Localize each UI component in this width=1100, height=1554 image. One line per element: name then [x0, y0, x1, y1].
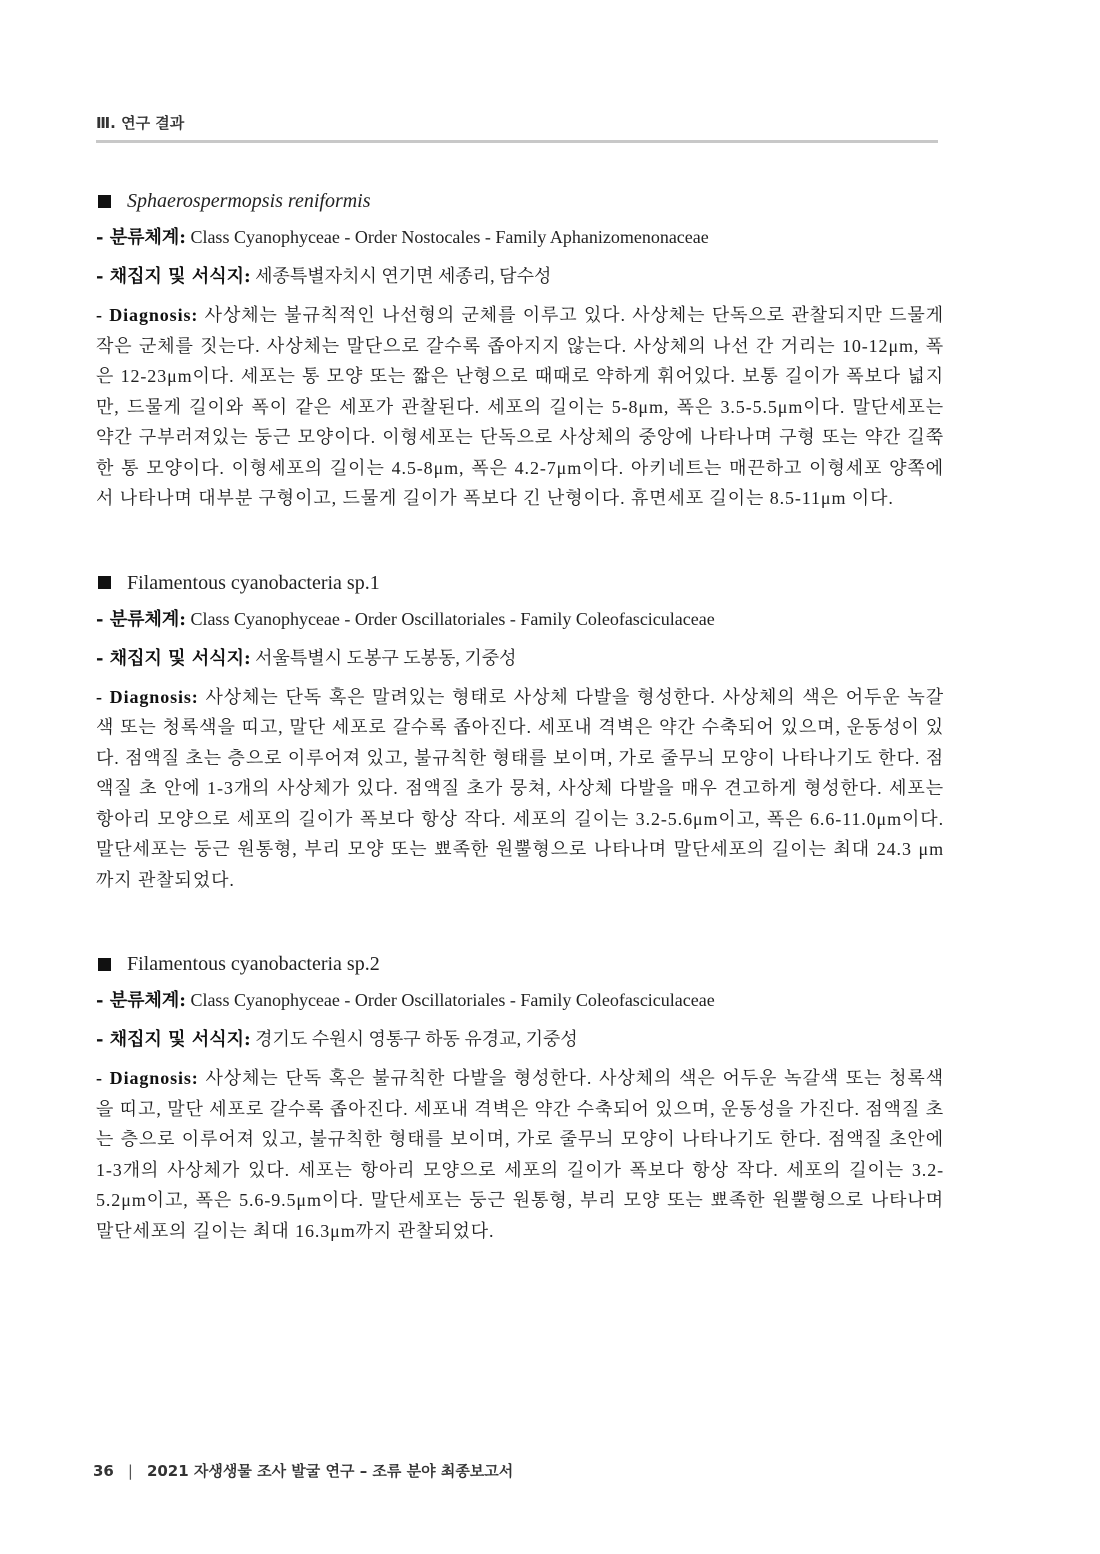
location-value: 경기도 수원시 영통구 하동 유경교, 기중성: [255, 1029, 578, 1049]
diagnosis-paragraph: [96, 1063, 944, 1246]
square-bullet-icon: [98, 958, 111, 971]
square-bullet-icon: [98, 576, 111, 589]
diagnosis-text: 사상체는 단독 혹은 말려있는 형태로 사상체 다발을 형성한다. 사상체의 색은 어두운 녹갈색 또는 청록색을 띠고, 말단 세포로 갈수록 좁아진다. 세포내 격벽은 약간 수축되어 있으며, 운동성이 있다. 점액질 초는 층으로 이루어져 있고, 불규칙한 형태를 보이며, 가로 줄무늬 모양이 나타나기도 한다. 점액질 초 안에 1-3개의 사상체가 있다. 점액질 초가 뭉쳐, 사상체 다발을 매우 견고하게 형성한다. 세포는 항아리 모양으로 세포의 길이가 폭보다 항상 작다. 세포의 길이는 3.2-5.6μm이고, 폭은 6.6-11.0μm이다. 말단세포는 둥근 원통형, 부리 모양 또는 뾰족한 원뿔형으로 나타나며 말단세포의 길이는 최대 24.3 μm까지 관찰되었다.: [96, 686, 944, 890]
location-label: - 채집지 및 서식지:: [96, 1029, 251, 1050]
page-footer: [93, 1460, 513, 1481]
report-title: 2021 자생생물 조사 발굴 연구 – 조류 분야 최종보고서: [146, 1462, 514, 1480]
diagnosis-paragraph: [96, 300, 944, 514]
square-bullet-icon: [98, 195, 111, 208]
location-row: [96, 643, 944, 674]
taxonomy-value: Class Cyanophyceae - Order Nostocales - Family Aphanizomenonaceae: [190, 227, 709, 247]
species-section: [96, 566, 944, 896]
species-section: [96, 184, 944, 514]
taxonomy-row: [96, 985, 944, 1016]
species-name: Filamentous cyanobacteria sp.2: [127, 953, 380, 975]
location-row: [96, 1024, 944, 1055]
diagnosis-label: - Diagnosis:: [96, 305, 199, 325]
diagnosis-label: - Diagnosis:: [96, 686, 199, 707]
location-value: 서울특별시 도봉구 도봉동, 기중성: [255, 647, 517, 668]
header-divider: [96, 140, 938, 143]
document-body: [96, 184, 944, 1298]
taxonomy-row: [96, 222, 944, 253]
diagnosis-text: 사상체는 불규칙적인 나선형의 군체를 이루고 있다. 사상체는 단독으로 관찰되지만 드물게 작은 군체를 짓는다. 사상체는 말단으로 갈수록 좁아지지 않는다. 사상체의 나선 간 거리는 10-12μm, 폭은 12-23μm이다. 세포는 통 모양 또는 짧은 난형으로 때때로 약하게 휘어있다. 보통 길이가 폭보다 넓지만, 드물게 길이와 폭이 같은 세포가 관찰된다. 세포의 길이는 5-8μm, 폭은 3.5-5.5μm이다. 말단세포는 약간 구부러져있는 둥근 모양이다. 이형세포는 단독으로 사상체의 중앙에 나타나며 구형 또는 약간 길쭉한 통 모양이다. 이형세포의 길이는 4.5-8μm, 폭은 4.2-7μm이다. 아키네트는 매끈하고 이형세포 양쪽에서 나타나며 대부분 구형이고, 드물게 길이가 폭보다 긴 난형이다. 휴면세포 길이는 8.5-11μm 이다.: [96, 305, 945, 508]
diagnosis-text: 사상체는 단독 혹은 불규칙한 다발을 형성한다. 사상체의 색은 어두운 녹갈색 또는 청록색을 띠고, 말단 세포로 갈수록 좁아진다. 세포내 격벽은 약간 수축되어 있으며, 운동성을 가진다. 점액질 초는 층으로 이루어져 있고, 불규칙한 형태를 보이며, 가로 줄무늬 모양이 나타나기도 한다. 점액질 초안에 1-3개의 사상체가 있다. 세포는 항아리 모양으로 세포의 길이가 폭보다 항상 작다. 세포의 길이는 3.2-5.2μm이고, 폭은 5.6-9.5μm이다. 말단세포는 둥근 원통형, 부리 모양 또는 뾰족한 원뿔형으로 나타나며 말단세포의 길이는 최대 16.3μm까지 관찰되었다.: [96, 1068, 944, 1241]
taxonomy-value: Class Cyanophyceae - Order Oscillatoriales - Family Coleofasciculaceae: [190, 608, 715, 629]
species-heading: [96, 184, 944, 218]
location-value: 세종특별자치시 연기면 세종리, 담수성: [255, 266, 552, 286]
location-label: - 채집지 및 서식지:: [96, 647, 251, 669]
taxonomy-value: Class Cyanophyceae - Order Oscillatoriales - Family Coleofasciculaceae: [190, 990, 715, 1010]
diagnosis-label: - Diagnosis:: [96, 1068, 199, 1088]
species-name: Filamentous cyanobacteria sp.1: [127, 571, 380, 594]
chapter-header: Ⅲ. 연구 결과: [96, 114, 185, 132]
species-heading: [96, 947, 944, 981]
species-heading: [96, 566, 944, 600]
taxonomy-label: - 분류체계:: [96, 227, 186, 248]
taxonomy-label: - 분류체계:: [96, 608, 186, 630]
footer-separator: |: [127, 1462, 133, 1480]
species-name: Sphaerospermopsis reniformis: [127, 190, 371, 212]
location-label: - 채집지 및 서식지:: [96, 266, 251, 287]
species-section: [96, 947, 944, 1246]
taxonomy-row: [96, 604, 944, 635]
location-row: [96, 261, 944, 292]
diagnosis-paragraph: [96, 682, 944, 896]
taxonomy-label: - 분류체계:: [96, 990, 186, 1011]
page-number: 36: [93, 1462, 114, 1480]
